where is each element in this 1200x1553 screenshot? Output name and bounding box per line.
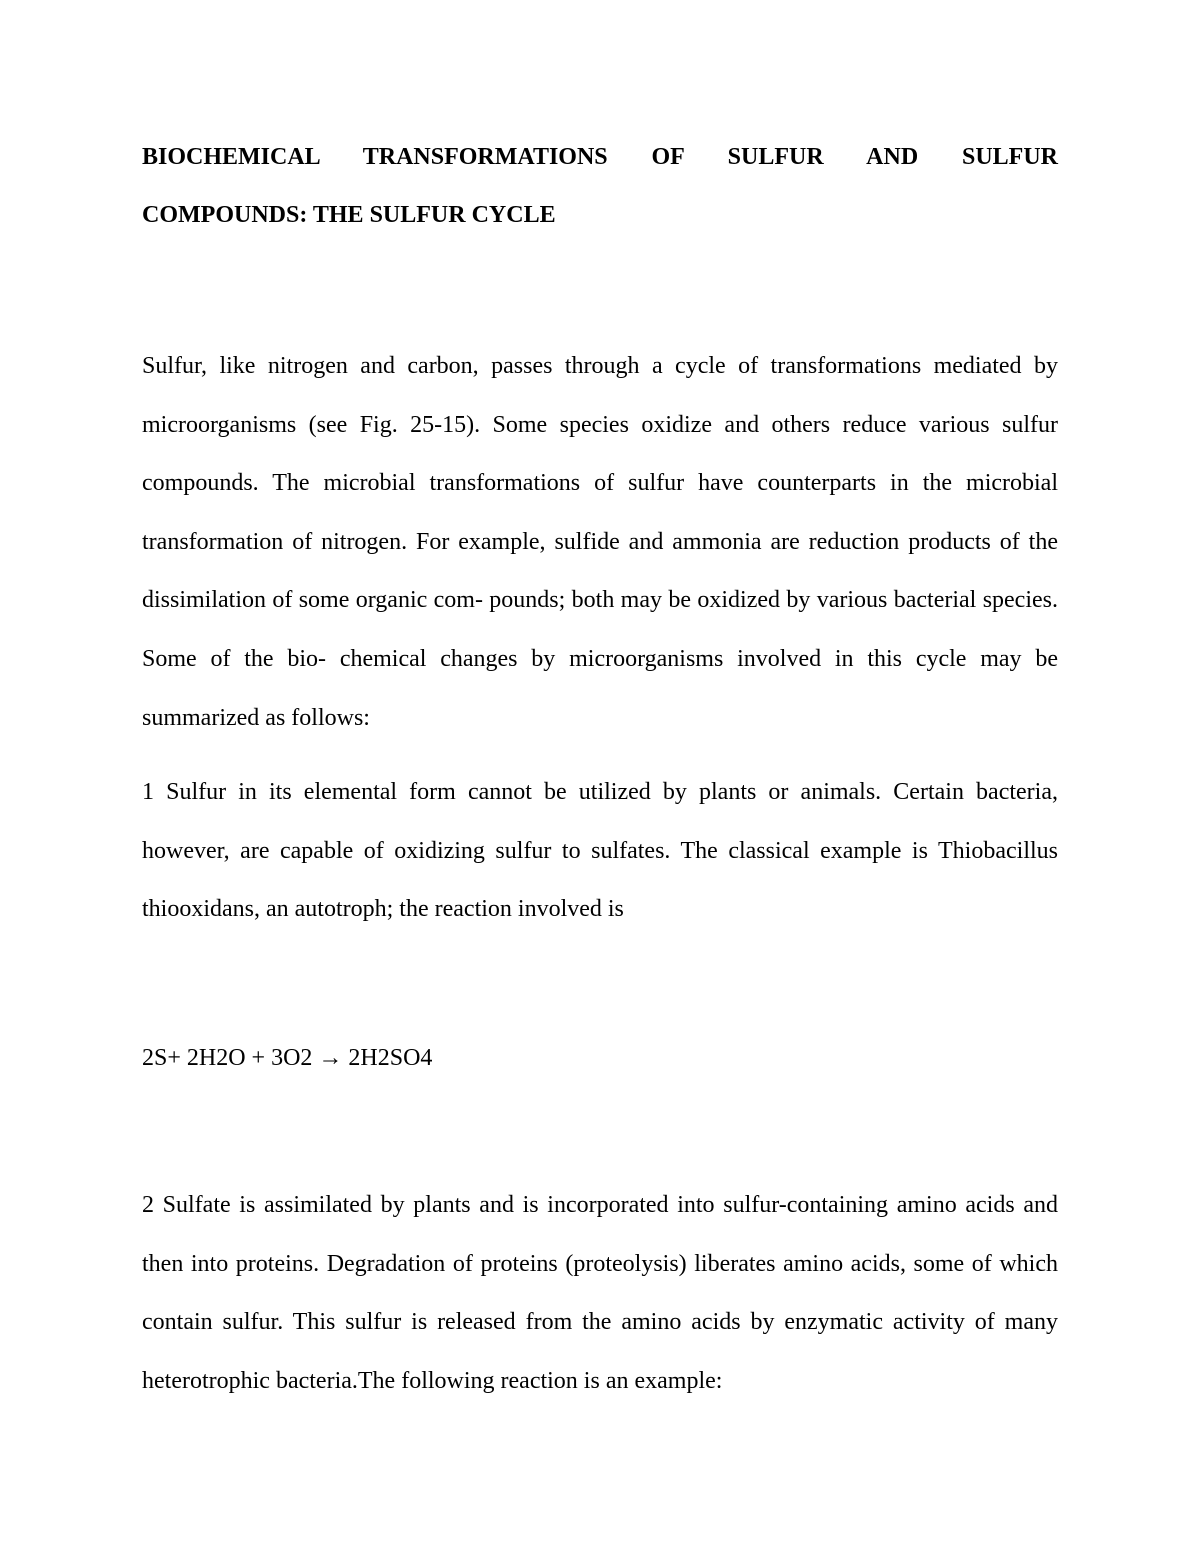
document-title [142, 128, 1058, 244]
title-line-1: BIOCHEMICAL TRANSFORMATIONS OF SULFUR AND SULFUR [142, 144, 1058, 170]
reaction-equation: 2S+ 2H2O + 3O2 → 2H2SO4 [142, 1045, 433, 1071]
item-2-paragraph: 2 Sulfate is assimilated by plants and is incorporated into sulfur-containing amino acids and then into proteins. Degradation of proteins (proteolysis) liberates amino acids, some of which contain sulfur. This sulfur is released from the amino acids by enzymatic activity of many heterotrophic bacteria.The following reaction is an example: [142, 1192, 1058, 1394]
title-line-2: COMPOUNDS: THE SULFUR CYCLE [142, 202, 556, 228]
item-1-paragraph: 1 Sulfur in its elemental form cannot be utilized by plants or animals. Certain bacteria, however, are capable of oxidizing sulfur to sulfates. The classical example is Thiobacillus thiooxidans, an autotroph; the reaction involved is [142, 779, 1058, 923]
intro-paragraph: Sulfur, like nitrogen and carbon, passes through a cycle of transformations mediated by microorganisms (see Fig. 25-15). Some species oxidize and others reduce various sulfur compounds. The microbial transformations of sulfur have counterparts in the microbial transformation of nitrogen. For example, sulfide and ammonia are reduction products of the dissimilation of some organic com- pounds; both may be oxidized by various bacterial species. Some of the bio- chemical changes by microorganisms involved in this cycle may be summarized as follows: [142, 353, 1058, 731]
